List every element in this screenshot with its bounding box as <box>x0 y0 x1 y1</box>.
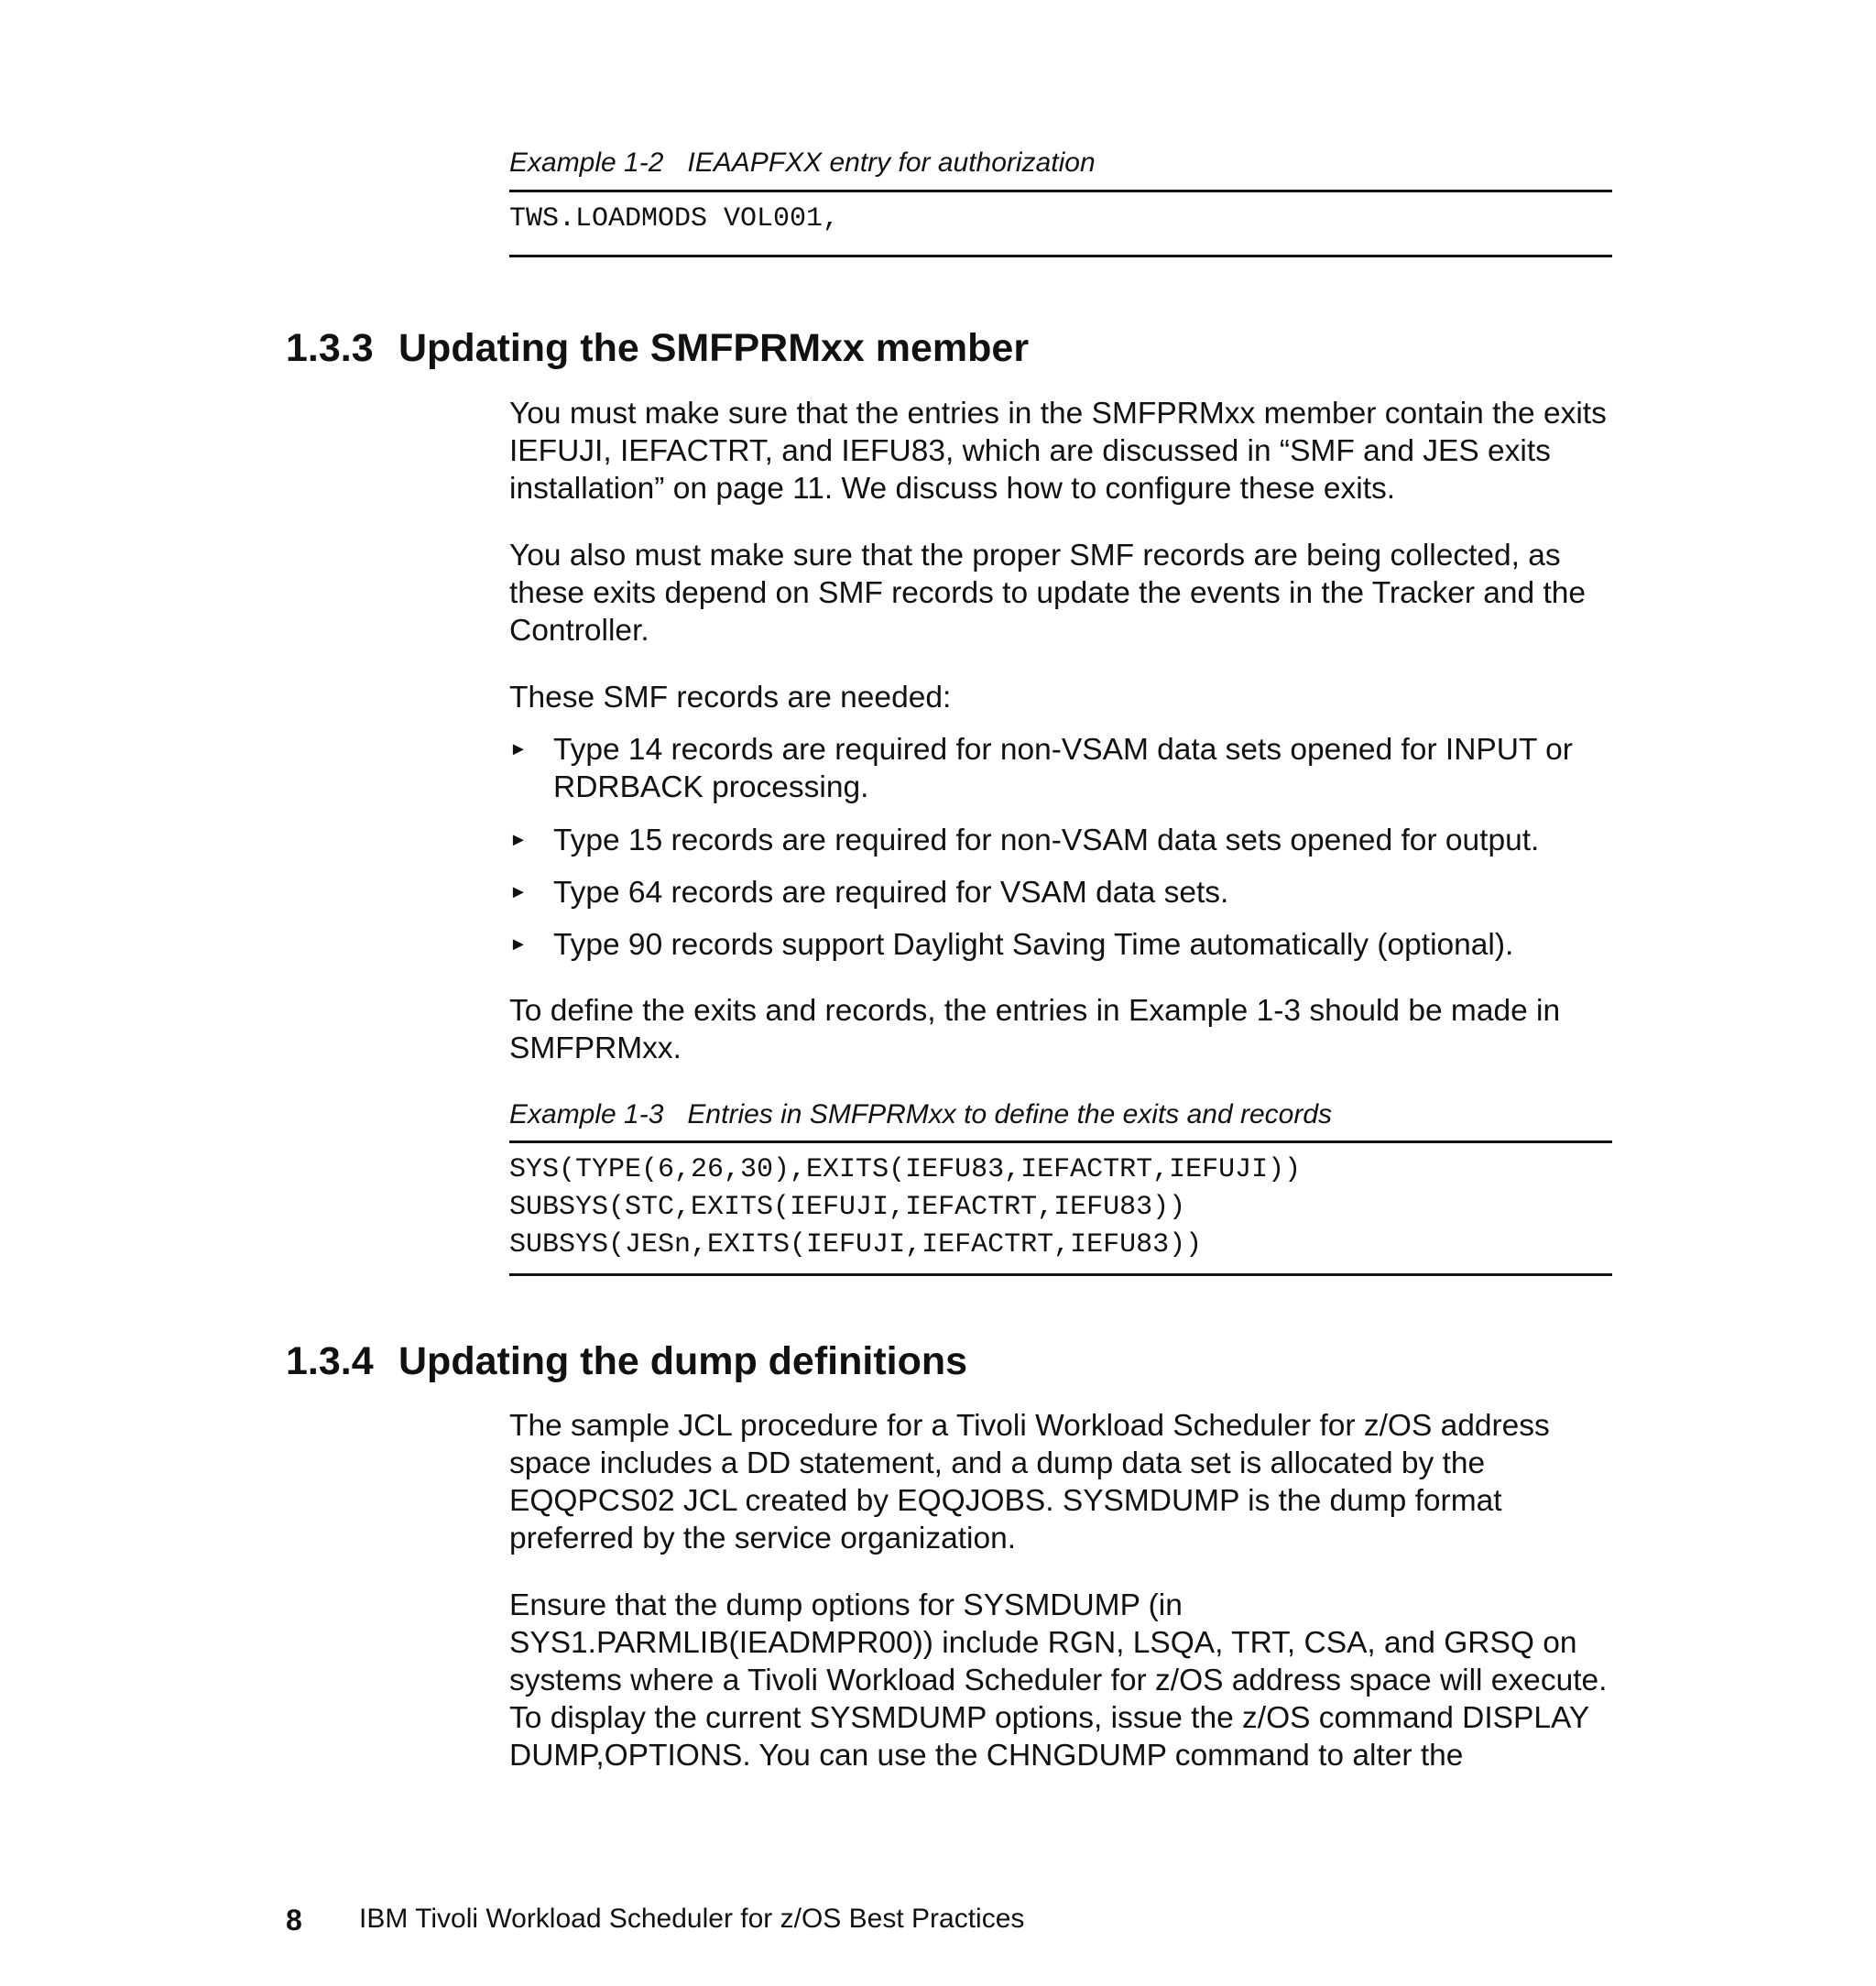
section-1-3-3-para-3 <box>509 679 1618 716</box>
code-line: SYS(TYPE(6,26,30),EXITS(IEFU83,IEFACTRT,IEFUJI)) <box>509 1154 1302 1185</box>
code-line: SUBSYS(JESn,EXITS(IEFUJI,IEFACTRT,IEFU83)) <box>509 1229 1203 1260</box>
section-1-3-3-para-4 <box>509 992 1618 1067</box>
bullet-arrow-icon: ► <box>509 934 528 955</box>
text-line: Type 14 records are required for non-VSAM data sets opened for INPUT or <box>553 733 1573 767</box>
example-1-3-top-rule <box>509 1140 1612 1143</box>
section-1-3-4-para-2 <box>509 1587 1618 1774</box>
section-1-3-4-heading <box>286 1339 967 1384</box>
example-1-3-caption <box>509 1099 1332 1130</box>
text-line: systems where a Tivoli Workload Scheduler for z/OS address space will execute. <box>509 1664 1608 1697</box>
section-title: Updating the SMFPRMxx member <box>398 326 1030 370</box>
example-1-2-code <box>509 201 839 238</box>
section-1-3-4-para-1 <box>509 1407 1618 1557</box>
section-title: Updating the dump definitions <box>398 1339 968 1383</box>
text-line: Type 64 records are required for VSAM data sets. <box>553 876 1229 910</box>
text-line: installation” on page 11. We discuss how to configure these exits. <box>509 472 1396 506</box>
text-line: SYS1.PARMLIB(IEADMPR00)) include RGN, LSQA, TRT, CSA, and GRSQ on <box>509 1626 1577 1660</box>
text-line: EQQPCS02 JCL created by EQQJOBS. SYSMDUMP is the dump format <box>509 1484 1502 1518</box>
section-number: 1.3.3 <box>286 326 374 370</box>
code-line: SUBSYS(STC,EXITS(IEFUJI,IEFACTRT,IEFU83)) <box>509 1192 1186 1223</box>
example-1-2-bottom-rule <box>509 255 1612 257</box>
bullet-arrow-icon: ► <box>509 882 528 902</box>
text-line: Type 15 records are required for non-VSAM data sets opened for output. <box>553 824 1540 857</box>
bullet-arrow-icon: ► <box>509 830 528 850</box>
section-1-3-3-para-2 <box>509 537 1618 649</box>
example-1-2-top-rule <box>509 190 1612 192</box>
text-line: Ensure that the dump options for SYSMDUMP (in <box>509 1588 1183 1622</box>
text-line: Controller. <box>509 614 649 648</box>
text-line: DUMP,OPTIONS. You can use the CHNGDUMP command to alter the <box>509 1739 1464 1773</box>
text-line: To display the current SYSMDUMP options, issue the z/OS command DISPLAY <box>509 1701 1590 1735</box>
example-1-2-caption <box>509 147 1096 179</box>
example-1-2-title: IEAAPFXX entry for authorization <box>687 147 1096 178</box>
section-1-3-3-heading <box>286 326 1029 371</box>
text-line: space includes a DD statement, and a dump data set is allocated by the <box>509 1446 1486 1480</box>
text-line: RDRBACK processing. <box>553 770 869 804</box>
example-1-3-code <box>509 1151 1301 1264</box>
section-1-3-3-para-1 <box>509 395 1618 507</box>
section-number: 1.3.4 <box>286 1339 374 1383</box>
book-title: IBM Tivoli Workload Scheduler for z/OS Best Practices <box>359 1904 1025 1934</box>
text-line: preferred by the service organization. <box>509 1522 1017 1555</box>
code-line: TWS.LOADMODS VOL001, <box>509 203 840 235</box>
text-line: To define the exits and records, the entries in Example 1-3 should be made in <box>509 994 1561 1028</box>
example-1-2-label: Example 1-2 <box>509 147 664 178</box>
text-line: You also must make sure that the proper SMF records are being collected, as <box>509 539 1561 573</box>
text-line: You must make sure that the entries in the SMFPRMxx member contain the exits <box>509 397 1607 431</box>
text-line: The sample JCL procedure for a Tivoli Workload Scheduler for z/OS address <box>509 1409 1550 1443</box>
text-line: IEFUJI, IEFACTRT, and IEFU83, which are discussed in “SMF and JES exits <box>509 434 1551 468</box>
bullet-arrow-icon: ► <box>509 739 528 759</box>
example-1-3-bottom-rule <box>509 1273 1612 1276</box>
text-line: these exits depend on SMF records to update the events in the Tracker and the <box>509 576 1587 610</box>
text-line: Type 90 records support Daylight Saving Time automatically (optional). <box>553 928 1514 962</box>
example-1-3-title: Entries in SMFPRMxx to define the exits and records <box>687 1099 1333 1129</box>
example-1-3-label: Example 1-3 <box>509 1099 664 1129</box>
page-number: 8 <box>286 1904 302 1937</box>
text-line: These SMF records are needed: <box>509 681 952 715</box>
text-line: SMFPRMxx. <box>509 1031 682 1065</box>
